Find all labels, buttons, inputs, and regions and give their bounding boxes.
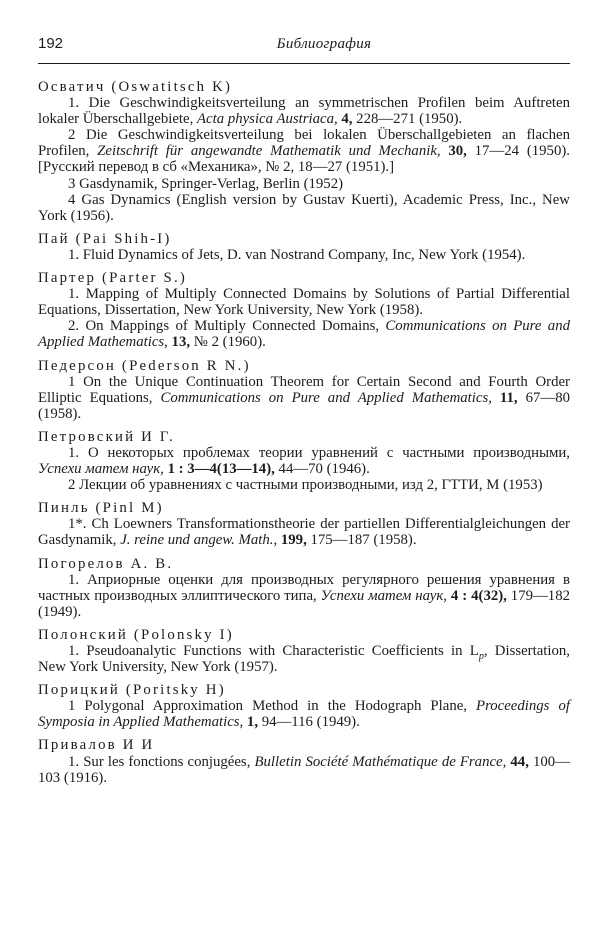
entry-author: Пинль (Pinl M) <box>38 500 164 517</box>
journal-title: Успехи матем наук, <box>320 587 447 604</box>
reference-pages: 228—271 (1950). <box>352 111 463 128</box>
bibliography-entry <box>38 500 570 548</box>
entry-author: Пай (Pai Shih-I) <box>38 230 172 247</box>
volume-number: 44, <box>506 753 529 770</box>
volume-number: 1 : 3—4(13—14), <box>163 461 275 478</box>
volume-number: 11, <box>491 389 518 406</box>
bibliography-entry <box>38 682 570 730</box>
bibliography-entry <box>38 737 570 785</box>
reference-text: 4 Gas Dynamics (English version by Gustav Kuerti), Academic Press, Inc., New York (1956). <box>38 191 570 224</box>
reference-item <box>38 477 570 493</box>
reference-item <box>38 192 570 224</box>
reference-text: 2 Die Geschwindigkeitsverteilung bei lokalen Überschallgebieten an flachen Profilen, <box>38 127 570 160</box>
reference-text: 3 Gasdynamik, Springer-Verlag, Berlin (1952) <box>68 175 344 192</box>
volume-number: 4, <box>337 111 353 128</box>
journal-title: J. reine und angew. Math., <box>120 532 278 549</box>
journal-title: Proceedings of Symposia in Applied Mathematics, <box>38 698 570 731</box>
reference-item <box>38 445 570 477</box>
reference-item <box>38 247 570 263</box>
running-title: Библиография <box>276 36 372 52</box>
reference-text: 1. О некоторых проблемах теории уравнений с частными производными, <box>68 444 570 461</box>
reference-item <box>38 374 570 422</box>
bibliography-entry <box>38 556 570 620</box>
bibliography-entry <box>38 231 570 263</box>
reference-item <box>38 643 570 675</box>
volume-number: 4 : 4(32), <box>447 587 507 604</box>
reference-text: 1. Die Geschwindigkeitsverteilung an symmetrischen Profilen beim Auftreten lokaler Überschallgebiete, <box>38 95 570 128</box>
header-rule <box>38 63 570 64</box>
reference-text: 1. Mapping of Multiply Connected Domains by Solutions of Partial Differential Equations, Dissertation, New York University, New York (1958). <box>38 286 570 319</box>
reference-item <box>38 127 570 175</box>
volume-number: 30, <box>440 143 467 160</box>
reference-pages: № 2 (1960). <box>190 334 266 351</box>
entry-author: Полонский (Polonsky I) <box>38 626 234 643</box>
volume-number: 1, <box>243 714 259 731</box>
bibliography-entry <box>38 429 570 493</box>
entry-author: Педерсон (Pederson R N.) <box>38 357 251 374</box>
reference-text: 1 Polygonal Approximation Method in the Hodograph Plane, <box>68 698 477 715</box>
reference-item <box>38 176 570 192</box>
reference-item <box>38 286 570 318</box>
entry-author: Осватич (Oswatitsch K) <box>38 79 233 95</box>
reference-item <box>38 516 570 548</box>
reference-pages: 67—80 (1958). <box>38 389 571 422</box>
journal-title: Zeitschrift für angewandte Mathematik und Mechanik, <box>97 143 441 160</box>
volume-number: 199, <box>277 532 307 549</box>
journal-title: Успехи матем наук, <box>38 461 164 478</box>
reference-item <box>38 572 570 620</box>
bibliography-entry <box>38 358 570 422</box>
reference-item <box>38 95 570 127</box>
page-header <box>38 36 570 56</box>
subscript-p: p <box>478 650 484 662</box>
reference-text: 2. On Mappings of Multiply Connected Domains, <box>68 318 386 335</box>
entry-author: Петровский И Г. <box>38 428 175 445</box>
reference-text-after: , Dissertation, New York University, New York (1957). <box>38 643 570 676</box>
reference-text: 1. Sur les fonctions conjugées, <box>68 753 255 770</box>
reference-text: 1. Априорные оценки для производных регулярного решения уравнения в частных производных эллиптического типа, <box>38 571 570 604</box>
bibliography-entry <box>38 79 570 224</box>
reference-text: 2 Лекции об уравнениях с частными производными, изд 2, ГТТИ, М (1953) <box>68 477 543 494</box>
bibliography-list <box>38 79 570 793</box>
page-number: 192 <box>38 35 64 52</box>
entry-author: Привалов И И <box>38 737 155 754</box>
journal-title: Communications on Pure and Applied Mathematics, <box>160 389 492 406</box>
reference-pages: 94—116 (1949). <box>258 714 360 731</box>
journal-title: Acta physica Austriaca, <box>197 111 338 128</box>
reference-text: 1. Fluid Dynamics of Jets, D. van Nostrand Company, Inc, New York (1954). <box>68 246 526 263</box>
entry-author: Партер (Parter S.) <box>38 270 188 287</box>
volume-number: 13, <box>167 334 191 351</box>
entry-author: Порицкий (Poritsky H) <box>38 682 226 699</box>
reference-item <box>38 698 570 730</box>
reference-item <box>38 754 570 786</box>
bibliography-entry <box>38 270 570 350</box>
bibliography-entry <box>38 627 570 675</box>
reference-pages: 100—103 (1916). <box>38 753 570 786</box>
journal-title: Bulletin Société Mathématique de France, <box>254 753 507 770</box>
entry-author: Погорелов А. В. <box>38 555 174 572</box>
reference-pages: 175—187 (1958). <box>306 532 417 549</box>
reference-text: 1 On the Unique Continuation Theorem for Certain Second and Fourth Order Elliptic Equations, <box>38 373 570 406</box>
journal-title: Communications on Pure and Applied Mathematics, <box>38 318 570 351</box>
reference-item <box>38 318 570 350</box>
reference-text: 1. Pseudoanalytic Functions with Characteristic Coefficients in L <box>68 643 479 659</box>
reference-pages: 17—24 (1950). [Русский перевод в сб «Механика», № 2, 18—27 (1951).] <box>38 143 570 176</box>
reference-pages: 44—70 (1946). <box>274 461 370 478</box>
reference-pages: 179—182 (1949). <box>38 587 570 620</box>
reference-text: 1*. Ch Loewners Transformationstheorie der partiellen Differentialgleichungen der Gasdynamik, <box>38 516 570 549</box>
